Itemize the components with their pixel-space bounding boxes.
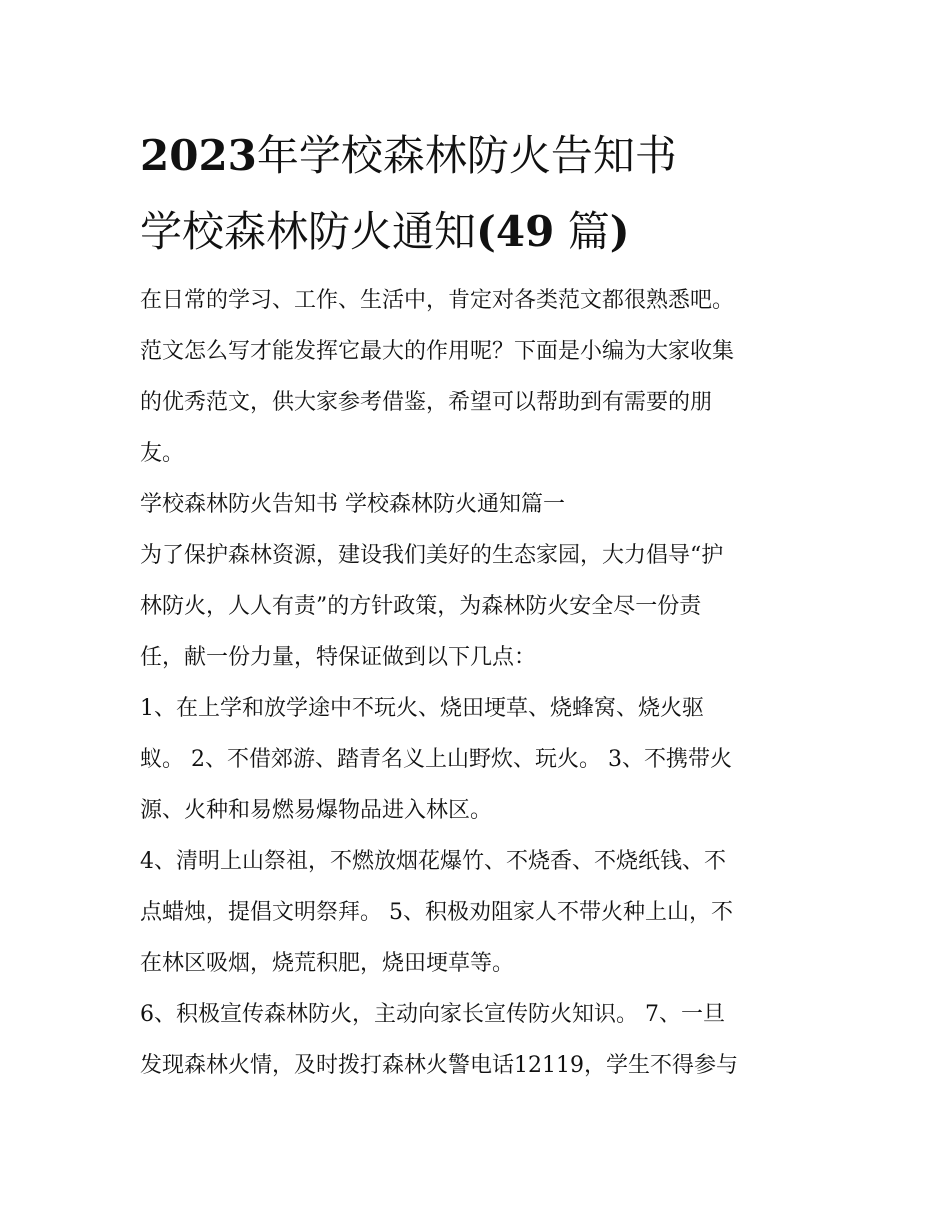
- title-close-paren: ): [609, 207, 630, 256]
- body-line: 为了保护森林资源，建设我们美好的生态家园，大力倡导“护: [140, 543, 724, 568]
- body-line: 林防火，人人有责”的方针政策，为森林防火安全尽一份责: [140, 594, 702, 619]
- section-heading: 学校森林防火告知书 学校森林防火通知篇一: [140, 492, 565, 517]
- body-line: 在日常的学习、工作、生活中，肯定对各类范文都很熟悉吧。: [140, 288, 735, 313]
- list-item-line: 点蜡烛，提倡文明祭拜。 5、积极劝阻家人不带火种上山，不: [140, 900, 733, 925]
- body-line: 友。: [140, 441, 185, 466]
- list-item-line: 4、清明上山祭祖，不燃放烟花爆竹、不烧香、不烧纸钱、不: [140, 849, 726, 874]
- document-body: [140, 275, 820, 1091]
- title-count-unit: 篇: [567, 207, 610, 256]
- body-line: 任，献一份力量，特保证做到以下几点：: [140, 645, 537, 670]
- list-item-line: 6、积极宣传森林防火，主动向家长宣传防火知识。 7、一旦: [140, 1002, 725, 1027]
- title-count: (49: [476, 207, 555, 256]
- body-line: 的优秀范文，供大家参考借鉴，希望可以帮助到有需要的朋: [140, 390, 713, 415]
- title-line-1-text: 年学校森林防火告知书: [256, 131, 677, 180]
- list-item-line: 源、火种和易燃易爆物品进入林区。: [140, 798, 493, 823]
- list-item-line: 在林区吸烟，烧荒积肥，烧田埂草等。: [140, 951, 515, 976]
- body-line: 范文怎么写才能发挥它最大的作用呢？下面是小编为大家收集: [140, 339, 735, 364]
- list-item-line: 蚁。 2、不借郊游、踏青名义上山野炊、玩火。 3、不携带火: [140, 747, 732, 772]
- title-line-2-text: 学校森林防火通知: [140, 207, 477, 256]
- title-line-2: [140, 194, 840, 270]
- list-item-line: 发现森林火情，及时拨打森林火警电话12119，学生不得参与: [140, 1053, 738, 1078]
- title-year: 2023: [140, 131, 257, 180]
- list-item-line: 1、在上学和放学途中不玩火、烧田埂草、烧蜂窝、烧火驱: [140, 696, 704, 721]
- document-title: [140, 118, 840, 270]
- title-line-1: [140, 118, 840, 194]
